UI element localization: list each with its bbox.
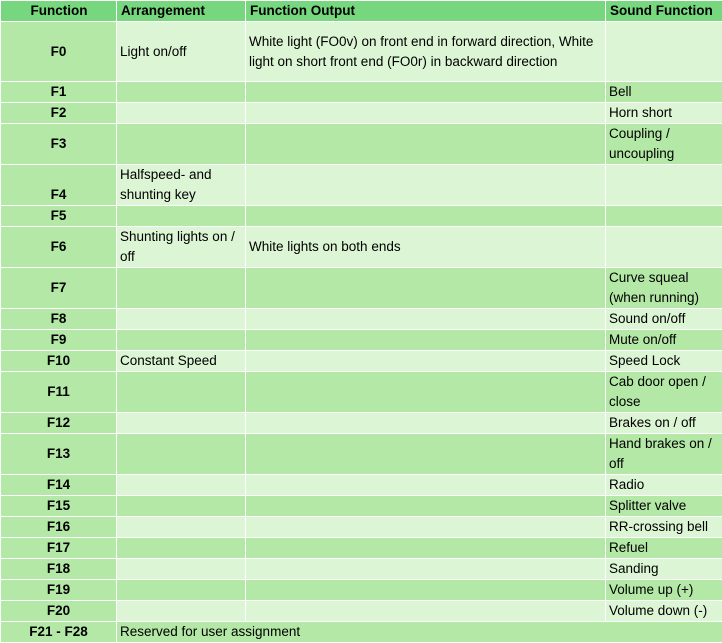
sound-cell: Bell [606,82,722,103]
table-row [1,580,722,601]
output-cell [246,330,606,351]
table-row [1,268,722,309]
arrangement-cell [117,559,246,580]
sound-cell: Curve squeal (when running) [606,268,722,309]
sound-cell: RR-crossing bell [606,517,722,538]
function-cell: F19 [1,580,117,601]
output-cell: White lights on both ends [246,227,606,268]
table-row [1,601,722,622]
output-cell [246,559,606,580]
function-cell: F0 [1,22,117,82]
output-cell [246,268,606,309]
table-row [1,165,722,206]
header-function-output: Function Output [246,1,606,22]
output-cell [246,434,606,475]
sound-cell [606,227,722,268]
output-cell [246,206,606,227]
arrangement-cell [117,206,246,227]
table-row [1,206,722,227]
arrangement-cell [117,268,246,309]
sound-cell: Radio [606,475,722,496]
table-row [1,124,722,165]
arrangement-cell [117,372,246,413]
arrangement-cell: Constant Speed [117,351,246,372]
function-cell: F21 - F28 [1,622,117,643]
output-cell [246,103,606,124]
function-cell: F12 [1,413,117,434]
function-cell: F6 [1,227,117,268]
table-row [1,622,722,643]
table-row [1,22,722,82]
sound-cell: Volume down (-) [606,601,722,622]
sound-cell: Coupling / uncoupling [606,124,722,165]
sound-cell [606,165,722,206]
table-row [1,103,722,124]
function-cell: F20 [1,601,117,622]
table-row [1,413,722,434]
output-cell [246,165,606,206]
output-cell [246,517,606,538]
output-cell [246,475,606,496]
sound-cell: Volume up (+) [606,580,722,601]
function-cell: F5 [1,206,117,227]
sound-cell: Sanding [606,559,722,580]
sound-cell [606,206,722,227]
output-cell [246,82,606,103]
output-cell [246,309,606,330]
header-sound-function: Sound Function [606,1,722,22]
table-row [1,372,722,413]
function-cell: F14 [1,475,117,496]
function-cell: F17 [1,538,117,559]
output-cell [246,496,606,517]
table-row [1,559,722,580]
arrangement-cell: Halfspeed- and shunting key [117,165,246,206]
sound-cell: Refuel [606,538,722,559]
arrangement-cell [117,103,246,124]
function-cell: F3 [1,124,117,165]
sound-cell: Hand brakes on / off [606,434,722,475]
output-cell [246,601,606,622]
header-function: Function [1,1,117,22]
arrangement-cell [117,517,246,538]
output-cell [246,351,606,372]
function-cell: F9 [1,330,117,351]
function-cell: F1 [1,82,117,103]
table-row [1,475,722,496]
sound-cell: Brakes on / off [606,413,722,434]
output-cell [246,124,606,165]
table-row [1,330,722,351]
arrangement-cell [117,580,246,601]
header-arrangement: Arrangement [117,1,246,22]
output-cell [246,413,606,434]
function-cell: F4 [1,165,117,206]
function-cell: F2 [1,103,117,124]
function-cell: F10 [1,351,117,372]
function-cell: F7 [1,268,117,309]
arrangement-cell [117,601,246,622]
table-row [1,309,722,330]
reserved-cell: Reserved for user assignment [117,622,722,643]
output-cell: White light (FO0v) on front end in forward direction, White light on short front end (FO0r) in backward direction [246,22,606,82]
function-cell: F13 [1,434,117,475]
sound-cell: Sound on/off [606,309,722,330]
arrangement-cell [117,309,246,330]
header-row [1,1,722,22]
arrangement-cell [117,475,246,496]
function-cell: F15 [1,496,117,517]
table-row [1,517,722,538]
table-row [1,538,722,559]
table-row [1,496,722,517]
sound-cell: Mute on/off [606,330,722,351]
output-cell [246,372,606,413]
sound-cell: Cab door open / close [606,372,722,413]
function-cell: F8 [1,309,117,330]
arrangement-cell: Shunting lights on / off [117,227,246,268]
arrangement-cell [117,538,246,559]
table-row [1,227,722,268]
function-cell: F11 [1,372,117,413]
function-cell: F18 [1,559,117,580]
arrangement-cell [117,82,246,103]
sound-cell: Speed Lock [606,351,722,372]
function-cell: F16 [1,517,117,538]
arrangement-cell [117,413,246,434]
sound-cell: Splitter valve [606,496,722,517]
sound-cell [606,22,722,82]
table-row [1,351,722,372]
table-row [1,434,722,475]
arrangement-cell [117,124,246,165]
arrangement-cell [117,434,246,475]
arrangement-cell [117,330,246,351]
output-cell [246,580,606,601]
arrangement-cell: Light on/off [117,22,246,82]
table-row [1,82,722,103]
output-cell [246,538,606,559]
sound-cell: Horn short [606,103,722,124]
arrangement-cell [117,496,246,517]
